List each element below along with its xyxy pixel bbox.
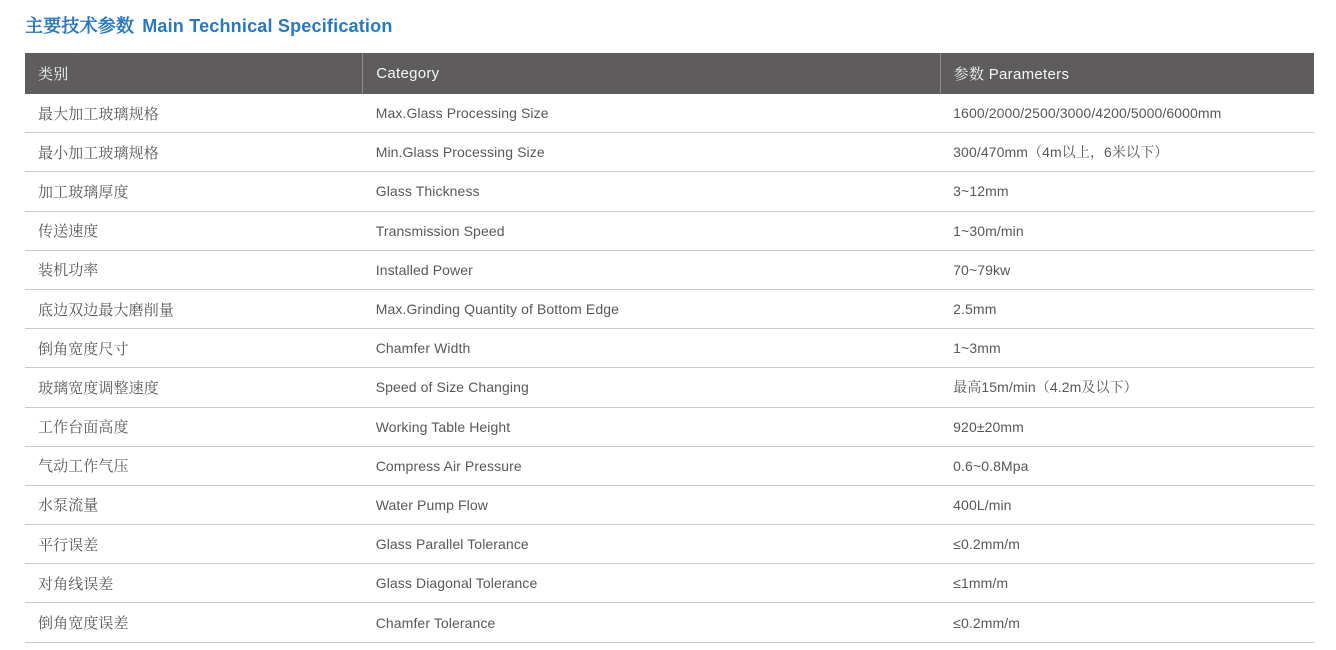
table-row xyxy=(25,485,1314,524)
spec-name-zh-cell: 最小加工玻璃规格 xyxy=(25,133,363,172)
spec-name-en-cell: Chamfer Width xyxy=(363,329,940,368)
spec-name-en-cell: Working Table Height xyxy=(363,407,940,446)
table-header-row xyxy=(25,53,1314,94)
page-title xyxy=(25,12,1314,38)
spec-value-cell: 2.5mm xyxy=(940,289,1314,328)
spec-name-en-cell: Glass Diagonal Tolerance xyxy=(363,564,940,603)
spec-name-zh-cell: 对角线误差 xyxy=(25,564,363,603)
spec-value-cell: 0.6~0.8Mpa xyxy=(940,446,1314,485)
table-row xyxy=(25,564,1314,603)
spec-value-cell: ≤0.2mm/m xyxy=(940,525,1314,564)
spec-name-zh-cell: 底边双边最大磨削量 xyxy=(25,289,363,328)
table-row xyxy=(25,133,1314,172)
table-row xyxy=(25,525,1314,564)
header-cell-category-en: Category xyxy=(363,53,940,94)
spec-name-zh-cell: 装机功率 xyxy=(25,250,363,289)
spec-name-en-cell: Installed Power xyxy=(363,250,940,289)
spec-value-cell: 1~3mm xyxy=(940,329,1314,368)
table-row xyxy=(25,250,1314,289)
table-row xyxy=(25,446,1314,485)
table-row xyxy=(25,94,1314,133)
spec-name-en-cell: Speed of Size Changing xyxy=(363,368,940,407)
spec-name-zh-cell: 倒角宽度尺寸 xyxy=(25,329,363,368)
spec-name-zh-cell: 气动工作气压 xyxy=(25,446,363,485)
spec-name-en-cell: Min.Glass Processing Size xyxy=(363,133,940,172)
table-row xyxy=(25,603,1314,642)
spec-name-zh-cell: 倒角宽度误差 xyxy=(25,603,363,642)
spec-name-en-cell: Max.Glass Processing Size xyxy=(363,94,940,133)
spec-value-cell: 1600/2000/2500/3000/4200/5000/6000mm xyxy=(940,94,1314,133)
spec-name-zh-cell: 工作台面高度 xyxy=(25,407,363,446)
table-row xyxy=(25,407,1314,446)
spec-value-cell: 1~30m/min xyxy=(940,211,1314,250)
header-cell-parameters: 参数 Parameters xyxy=(940,53,1314,94)
spec-name-en-cell: Max.Grinding Quantity of Bottom Edge xyxy=(363,289,940,328)
spec-name-zh-cell: 传送速度 xyxy=(25,211,363,250)
spec-name-zh-cell: 水泵流量 xyxy=(25,485,363,524)
spec-value-cell: 300/470mm（4m以上，6米以下） xyxy=(940,133,1314,172)
spec-name-zh-cell: 最大加工玻璃规格 xyxy=(25,94,363,133)
spec-value-cell: 400L/min xyxy=(940,485,1314,524)
header-cell-category-zh: 类别 xyxy=(25,53,363,94)
spec-name-en-cell: Compress Air Pressure xyxy=(363,446,940,485)
table-row xyxy=(25,172,1314,211)
spec-value-cell: 920±20mm xyxy=(940,407,1314,446)
spec-name-en-cell: Chamfer Tolerance xyxy=(363,603,940,642)
spec-name-zh-cell: 加工玻璃厚度 xyxy=(25,172,363,211)
page-title-zh: 主要技术参数 xyxy=(25,16,135,36)
spec-value-cell: 3~12mm xyxy=(940,172,1314,211)
spec-name-zh-cell: 平行误差 xyxy=(25,525,363,564)
spec-value-cell: ≤1mm/m xyxy=(940,564,1314,603)
spec-name-en-cell: Glass Thickness xyxy=(363,172,940,211)
table-row xyxy=(25,329,1314,368)
table-row xyxy=(25,211,1314,250)
spec-value-cell: ≤0.2mm/m xyxy=(940,603,1314,642)
spec-name-en-cell: Water Pump Flow xyxy=(363,485,940,524)
spec-name-en-cell: Transmission Speed xyxy=(363,211,940,250)
spec-value-cell: 最高15m/min（4.2m及以下） xyxy=(940,368,1314,407)
spec-name-en-cell: Glass Parallel Tolerance xyxy=(363,525,940,564)
spec-value-cell: 70~79kw xyxy=(940,250,1314,289)
table-row xyxy=(25,368,1314,407)
spec-table xyxy=(25,53,1314,643)
table-row xyxy=(25,289,1314,328)
page-title-en: Main Technical Specification xyxy=(142,16,393,36)
spec-name-zh-cell: 玻璃宽度调整速度 xyxy=(25,368,363,407)
